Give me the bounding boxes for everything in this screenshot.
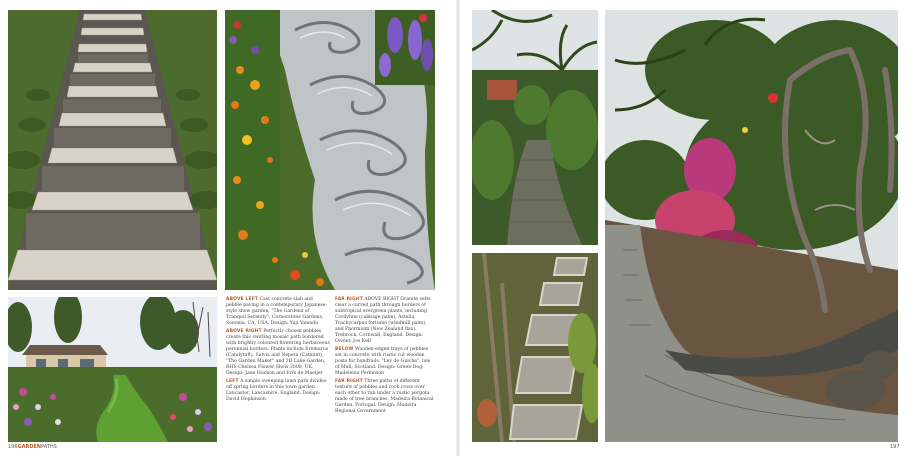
- page-number: 197: [890, 444, 900, 450]
- caption-text: Three paths of different texture of pebbles and rock cross over each other to run under a rustic pergola made of tree branches. Madeira Botanical Garden, Portugal. Design: Madeira Regional Government: [335, 379, 434, 414]
- caption-label: FAR RIGHT: [335, 297, 363, 302]
- madeira-pebble-paths-pergola-photo: [605, 10, 898, 442]
- caption-label: ABOVE RIGHT: [226, 329, 262, 334]
- caption-far-right-1: [335, 297, 435, 345]
- caption-far-right-2: [335, 379, 435, 415]
- caption-label: ABOVE LEFT: [226, 297, 259, 302]
- caption-text: Perfectly chosen pebbles create this swirling mosaic path bordered with brightly coloured flowering herbaceous perennial borders. Plants include Eremurus (Candytuft), Salvia and Nepeta (Catmint), "The Garden Maker" and 2D Lake Garden, RHS Chelsea Flower Show 2008, UK. Design: Jane Hudson and Erik de Maeijer: [226, 329, 330, 376]
- section-title: PATHS: [41, 444, 57, 450]
- caption-text: Wooden-edged trays of pebbles set in concrete with rustic cut wooden posts for handrails. "Ley de Guiche", Isle of Mull, Scotland. Design: Green Dog: Madeleine Perkinson: [335, 347, 431, 376]
- caption-below: [335, 347, 435, 377]
- granite-setts-subtropical-path-photo: [472, 10, 598, 245]
- page-folio-left: [8, 444, 57, 450]
- caption-column-left-page: [226, 297, 330, 405]
- pebble-tray-steps-photo: [472, 253, 598, 442]
- page-folio-right: [890, 444, 900, 450]
- section-name: GARDEN: [17, 444, 42, 450]
- caption-text: ABOVE RIGHT Granite setts clear a curved path through borders of subtropical evergreen plants, including Cordyline (cabbage palm), Astelia, Trachycarpus fortunei (windmill palm), and Phormium (New Zealand flax). Trebrock, Cornwall, England. Design: Owner, Joe Kelf: [335, 297, 431, 344]
- caption-above-left: [226, 297, 330, 327]
- page-gutter: [456, 0, 460, 456]
- lawn-path-town-garden-photo: [8, 297, 217, 442]
- caption-label: LEFT: [226, 379, 239, 384]
- page-number: 196: [8, 444, 18, 450]
- caption-left: [226, 379, 330, 403]
- spiral-pebble-mosaic-path-photo: [225, 10, 435, 290]
- caption-above-right: [226, 329, 330, 377]
- caption-label: BELOW: [335, 347, 354, 352]
- caption-column-right-page: [335, 297, 435, 417]
- caption-text: Cast concrete slab and pebble paving in a contemporary Japanese-style show garden, "The Gardens of Tranquil Serenity", Cornerstone Gardens, Sonoma, CA, USA. Design: Yuji Yamada: [226, 297, 328, 326]
- japanese-slab-path-photo: [8, 10, 217, 290]
- caption-text: A simple sweeping lawn path divides off spring borders in this town garden. Lancaster, Lancashire, England. Design: David Hopkinson: [226, 379, 327, 402]
- caption-label: FAR RIGHT: [335, 379, 363, 384]
